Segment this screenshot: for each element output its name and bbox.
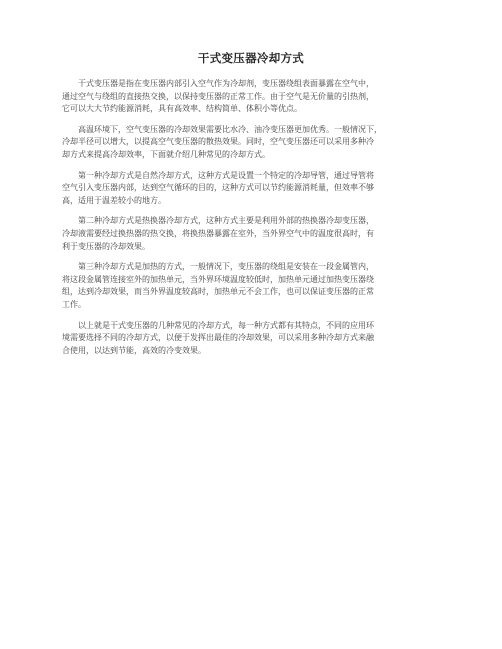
paragraph (62, 170, 440, 208)
paragraph-line: 第二种冷却方式是热换器冷却方式，这种方式主要是利用外部的热换器冷却变压器， (78, 216, 374, 226)
paragraph-line: 高温环境下，空气变压器的冷却效果需要比水冷、油冷变压器更加优秀。一般情况下， (78, 124, 382, 134)
paragraph-line: 冷却液需要经过换热器的热交换，将换热器暴露在室外，当外界空气中的温度很高时，有 (62, 228, 374, 238)
paragraph-line: 将这段金属管连接室外的加热单元，当外界环境温度较低时，加热单元通过加热变压器绕 (62, 274, 374, 284)
paragraph (62, 124, 440, 162)
paragraph-line: 干式变压器是指在变压器内部引入空气作为冷却剂，变压器绕组表面暴露在空气中， (78, 79, 374, 88)
paragraph-line: 冷却半径可以增大，以提高空气变压器的散热效果。同时，空气变压器还可以采用多种冷 (62, 137, 374, 147)
paragraph-line: 第一种冷却方式是自然冷却方式，这种方式是设置一个特定的冷却导管，通过导管将 (78, 170, 374, 180)
paragraph-line: 它可以大大节约能源消耗，具有高效率、结构简单、体积小等优点。 (62, 104, 302, 114)
document-body (62, 78, 440, 365)
paragraph-line: 第三种冷却方式是加热的方式，一般情况下，变压器的绕组是安装在一段金属管内， (78, 262, 374, 272)
paragraph-line: 通过空气与绕组的直接热交换，以保持变压器的正常工作。由于空气是无价量的引热剂， (62, 91, 374, 101)
paragraph-line: 以上就是干式变压器的几种常见的冷却方式，每一种方式都有其特点，不同的应用环 (78, 320, 374, 330)
paragraph-line: 高，适用于温差较小的地方。 (62, 195, 166, 205)
paragraph-line: 却方式来提高冷却效率，下面就介绍几种常见的冷却方式。 (62, 149, 270, 159)
document-title: 干式变压器冷却方式 (197, 51, 305, 65)
paragraph-line: 空气引入变压器内部，达到空气循环的目的，这种方式可以节约能源消耗量，但效率不够 (62, 183, 374, 193)
paragraph-line: 合使用，以达到节能，高效的冷变效果。 (62, 345, 206, 355)
paragraph (62, 78, 440, 116)
paragraph-line: 组，达到冷却效果，而当外界温度较高时，加热单元不会工作，也可以保证变压器的正常 (62, 287, 374, 297)
paragraph-line: 工作。 (62, 299, 86, 309)
paragraph (62, 215, 440, 253)
paragraph (62, 320, 440, 358)
paragraph-line: 境需要选择不同的冷却方式，以便于发挥出最佳的冷却效果，可以采用多种冷却方式来融 (62, 333, 374, 343)
paragraph (62, 261, 440, 311)
paragraph-line: 利于变压器的冷却效果。 (62, 241, 150, 251)
